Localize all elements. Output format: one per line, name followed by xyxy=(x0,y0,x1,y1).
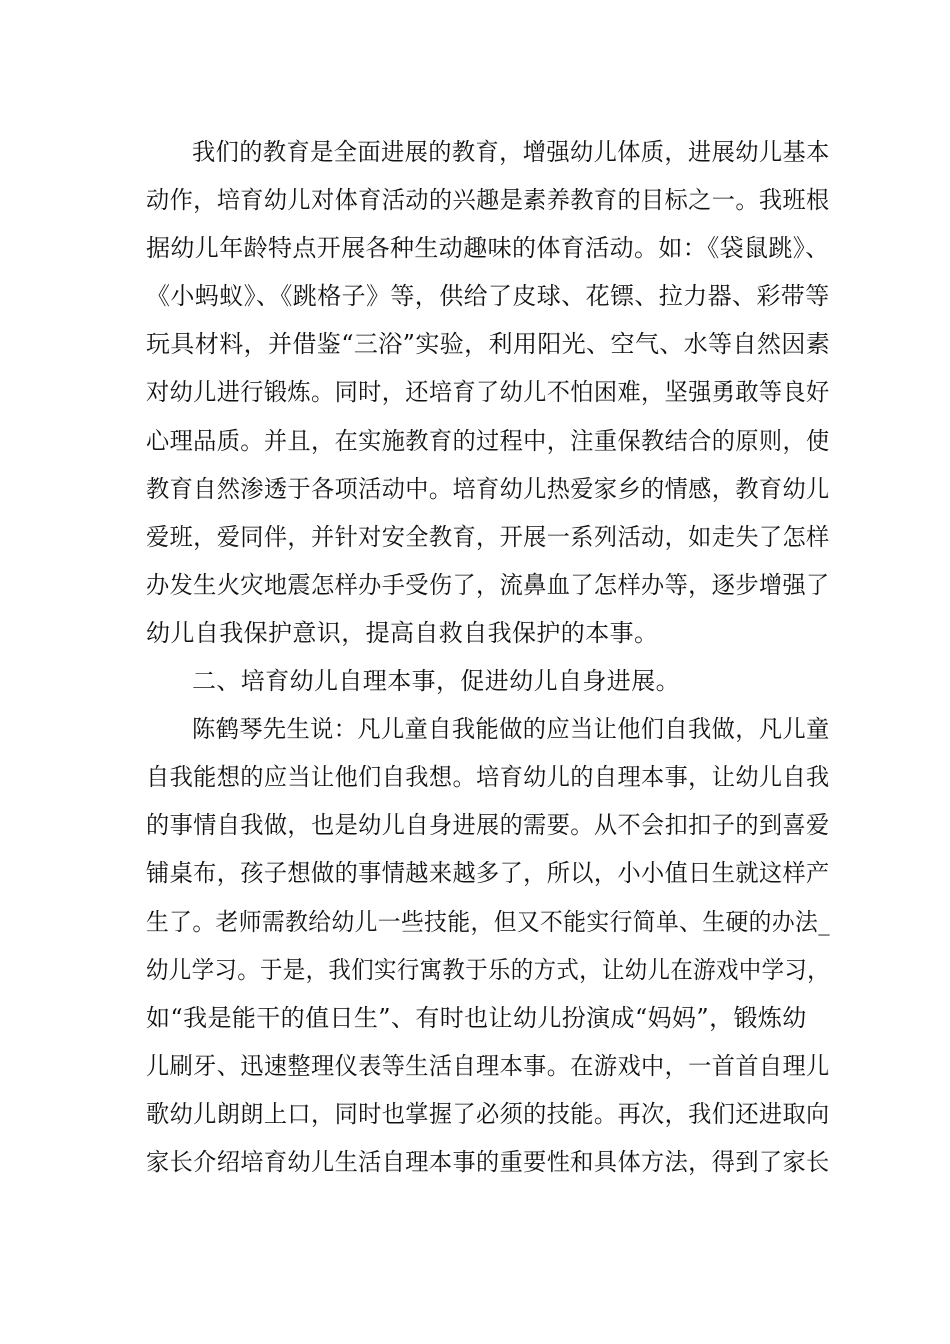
paragraph-line: 儿刷牙、迅速整理仪表等生活自理本事。在游戏中，一首首自理儿 xyxy=(146,1052,830,1080)
paragraph-line: 幼儿自我保护意识，提高自救自我保护的本事。 xyxy=(146,619,659,647)
paragraph-line: 我们的教育是全面进展的教育，增强幼儿体质，进展幼儿基本 xyxy=(192,138,830,166)
paragraph-line: 对幼儿进行锻炼。同时，还培育了幼儿不怕困难，坚强勇敢等良好 xyxy=(146,378,830,406)
paragraph-line: 家长介绍培育幼儿生活自理本事的重要性和具体方法，得到了家长 xyxy=(146,1148,830,1176)
paragraph-line: 生了。老师需教给幼儿一些技能，但又不能实行简单、生硬的办法_ xyxy=(146,908,830,936)
paragraph-line: 爱班，爱同伴，并针对安全教育，开展一系列活动，如走失了怎样 xyxy=(146,523,830,551)
paragraph-line: 《小蚂蚁》、《跳格子》等，供给了皮球、花镖、拉力器、彩带等 xyxy=(146,282,830,310)
paragraph-line: 幼儿学习。于是，我们实行寓教于乐的方式，让幼儿在游戏中学习， xyxy=(146,956,830,984)
paragraph-line: 据幼儿年龄特点开展各种生动趣味的体育活动。如：《袋鼠跳》、 xyxy=(146,234,830,262)
paragraph-line: 玩具材料，并借鉴“三浴”实验，利用阳光、空气、水等自然因素 xyxy=(146,330,831,358)
paragraph-line: 动作，培育幼儿对体育活动的兴趣是素养教育的目标之一。我班根 xyxy=(146,186,830,214)
paragraph-line: 陈鹤琴先生说：凡儿童自我能做的应当让他们自我做，凡儿童 xyxy=(192,715,830,743)
paragraph-line: 自我能想的应当让他们自我想。培育幼儿的自理本事，让幼儿自我 xyxy=(146,763,830,791)
paragraph-line: 歌幼儿朗朗上口，同时也掌握了必须的技能。再次，我们还进取向 xyxy=(146,1100,830,1128)
paragraph-line: 的事情自我做，也是幼儿自身进展的需要。从不会扣扣子的到喜爱 xyxy=(146,811,830,839)
section-heading: 二、培育幼儿自理本事，促进幼儿自身进展。 xyxy=(192,667,680,695)
paragraph-line: 铺桌布，孩子想做的事情越来越多了，所以，小小值日生就这样产 xyxy=(146,859,830,887)
paragraph-line: 如“我是能干的值日生”、有时也让幼儿扮演成“妈妈”，锻炼幼 xyxy=(146,1004,807,1032)
paragraph-line: 心理品质。并且，在实施教育的过程中，注重保教结合的原则，使 xyxy=(146,427,830,455)
paragraph-line: 办发生火灾地震怎样办手受伤了，流鼻血了怎样办等，逐步增强了 xyxy=(146,571,830,599)
paragraph-line: 教育自然渗透于各项活动中。培育幼儿热爱家乡的情感，教育幼儿 xyxy=(146,475,830,503)
